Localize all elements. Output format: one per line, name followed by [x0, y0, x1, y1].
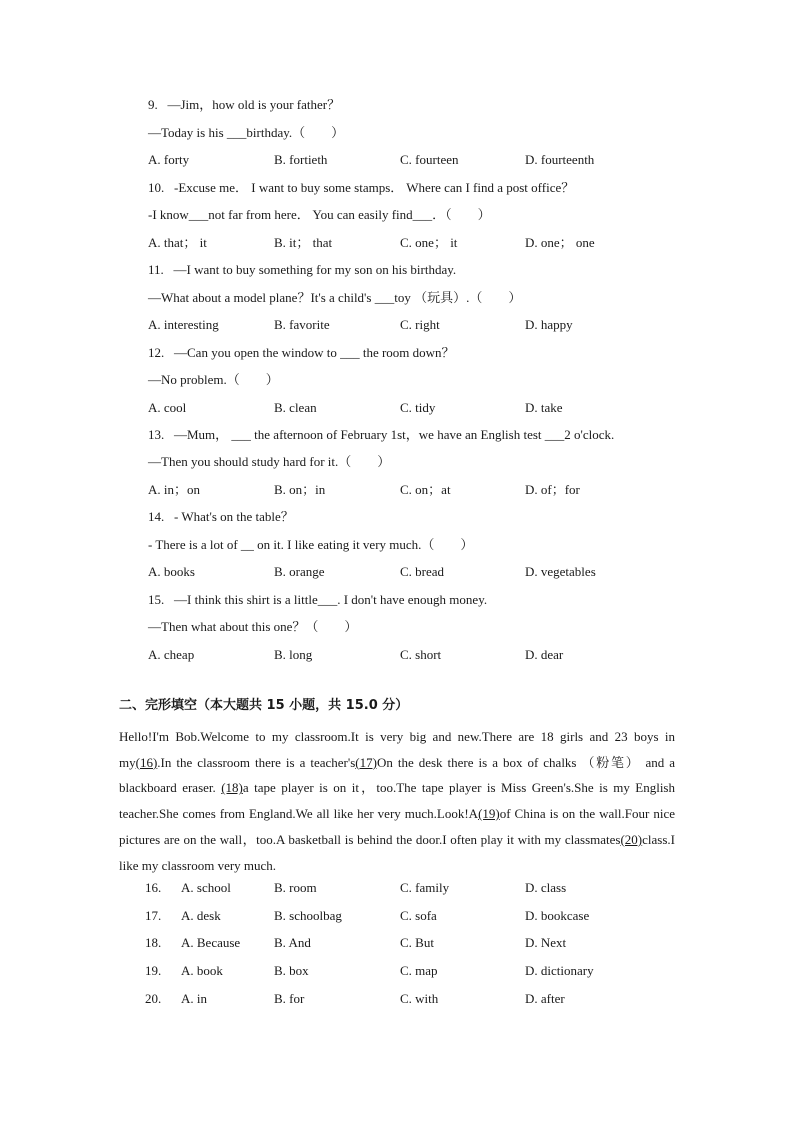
question-12-answer-line: —No problem.（ ） — [148, 372, 279, 387]
option-a[interactable]: A. in；on — [148, 482, 201, 497]
question-number: 14. — [148, 509, 165, 524]
item-18-number: 18. — [145, 935, 162, 950]
question-14-answer-line: - There is a lot of __ on it. I like eating it very much.（ ） — [148, 537, 474, 552]
item-16-number: 16. — [145, 880, 162, 895]
cloze-passage — [119, 724, 675, 878]
option-c[interactable]: C. bread — [400, 564, 445, 579]
question-14-prompt — [148, 508, 294, 526]
passage-text: a tape player is on it，too.The tape player is Miss Green's.She is my English teacher.She comes from England.We all like her very much.Look!A — [119, 780, 675, 822]
question-number: 9. — [148, 97, 158, 112]
blank-18[interactable]: (18) — [221, 780, 243, 796]
option-d[interactable]: D. dictionary — [525, 963, 594, 978]
option-a[interactable]: A. books — [148, 564, 195, 579]
option-a[interactable]: A. interesting — [148, 317, 219, 332]
question-line: —Jim，how old is your father？ — [167, 97, 341, 112]
question-9-prompt — [148, 96, 340, 114]
question-13-prompt — [148, 426, 614, 444]
option-d[interactable]: D. after — [525, 991, 565, 1006]
option-c[interactable]: C. one； it — [400, 235, 458, 250]
option-b[interactable]: B. long — [274, 647, 313, 662]
option-a[interactable]: A. in — [181, 991, 207, 1006]
option-c[interactable]: C. right — [400, 317, 440, 332]
blank-16[interactable]: (16) — [135, 754, 158, 770]
option-b[interactable]: B. favorite — [274, 317, 330, 332]
option-b[interactable]: B. box — [274, 963, 309, 978]
question-number: 12. — [148, 345, 165, 360]
option-a[interactable]: A. forty — [148, 152, 190, 167]
option-b[interactable]: B. on；in — [274, 482, 326, 497]
option-c[interactable]: C. tidy — [400, 400, 436, 415]
item-17-number: 17. — [145, 908, 162, 923]
section-heading: 二、完形填空（本大题共 15 小题，共 15.0 分） — [119, 698, 409, 713]
option-d[interactable]: D. dear — [525, 647, 564, 662]
option-b[interactable]: B. for — [274, 991, 305, 1006]
option-b[interactable]: B. schoolbag — [274, 908, 342, 923]
question-11-prompt — [148, 261, 456, 279]
option-c[interactable]: C. fourteen — [400, 152, 459, 167]
question-line: - What's on the table？ — [174, 509, 294, 524]
option-d[interactable]: D. Next — [525, 935, 567, 950]
option-b[interactable]: B. room — [274, 880, 317, 895]
option-c[interactable]: C. short — [400, 647, 442, 662]
option-d[interactable]: D. class — [525, 880, 567, 895]
blank-17[interactable]: (17) — [355, 754, 377, 770]
option-d[interactable]: D. of；for — [525, 482, 580, 497]
option-d[interactable]: D. one； one — [525, 235, 595, 250]
option-c[interactable]: C. But — [400, 935, 434, 950]
option-a[interactable]: A. book — [181, 963, 223, 978]
item-20-number: 20. — [145, 991, 162, 1006]
question-10-answer-line: -I know___not far from here． You can easily find___．（ ） — [148, 207, 491, 222]
question-10-prompt — [148, 179, 574, 197]
question-line: —I want to buy something for my son on his birthday. — [173, 262, 457, 277]
question-line: —Can you open the window to ___ the room down？ — [174, 345, 455, 360]
option-d[interactable]: D. take — [525, 400, 563, 415]
option-d[interactable]: D. happy — [525, 317, 573, 332]
question-line: -Excuse me． I want to buy some stamps． Where can I find a post office？ — [174, 180, 575, 195]
passage-text: of China is on the wall.Four nice pictures are on the wall，too.A basketball is behind the door.I often play it with my classmates — [119, 806, 675, 847]
option-b[interactable]: B. orange — [274, 564, 325, 579]
passage-text: class.I like my classroom very much. — [119, 831, 675, 873]
blank-20[interactable]: (20) — [620, 831, 643, 847]
option-c[interactable]: C. sofa — [400, 908, 437, 923]
option-a[interactable]: A. desk — [181, 908, 221, 923]
option-b[interactable]: B. fortieth — [274, 152, 328, 167]
question-12-prompt — [148, 344, 455, 362]
question-number: 13. — [148, 427, 165, 442]
passage-text: On the desk there is a box of chalks （粉笔） and a blackboard eraser. — [119, 754, 675, 796]
option-a[interactable]: A. cool — [148, 400, 187, 415]
question-9-answer-line: —Today is his ___birthday.（ ） — [148, 125, 345, 140]
option-c[interactable]: C. on；at — [400, 482, 451, 497]
option-b[interactable]: B. And — [274, 935, 311, 950]
question-11-answer-line: —What about a model plane？It's a child's ___toy （玩具）.（ ） — [148, 290, 522, 305]
option-c[interactable]: C. with — [400, 991, 439, 1006]
passage-text: Hello!I'm Bob.Welcome to my classroom.It is very big and new.There are 18 girls and 23 boys in my — [119, 729, 675, 770]
option-a[interactable]: A. school — [181, 880, 231, 895]
question-15-prompt — [148, 591, 487, 609]
passage-text: .In the classroom there is a teacher's — [157, 754, 356, 770]
question-number: 11. — [148, 262, 164, 277]
option-a[interactable]: A. cheap — [148, 647, 195, 662]
question-number: 10. — [148, 180, 165, 195]
option-c[interactable]: C. family — [400, 880, 450, 895]
option-b[interactable]: B. clean — [274, 400, 317, 415]
option-c[interactable]: C. map — [400, 963, 438, 978]
blank-19[interactable]: (19) — [478, 806, 500, 822]
question-15-answer-line: —Then what about this one？（ ） — [148, 619, 358, 634]
option-d[interactable]: D. bookcase — [525, 908, 590, 923]
item-19-number: 19. — [145, 963, 162, 978]
option-a[interactable]: A. that； it — [148, 235, 207, 250]
question-line: —I think this shirt is a little___. I don't have enough money. — [174, 592, 488, 607]
question-13-answer-line: —Then you should study hard for it.（ ） — [148, 454, 391, 469]
question-line: —Mum， ___ the afternoon of February 1st，we have an English test ___2 o'clock. — [174, 427, 615, 442]
option-d[interactable]: D. fourteenth — [525, 152, 595, 167]
option-a[interactable]: A. Because — [181, 935, 241, 950]
option-d[interactable]: D. vegetables — [525, 564, 596, 579]
question-number: 15. — [148, 592, 165, 607]
option-b[interactable]: B. it； that — [274, 235, 333, 250]
